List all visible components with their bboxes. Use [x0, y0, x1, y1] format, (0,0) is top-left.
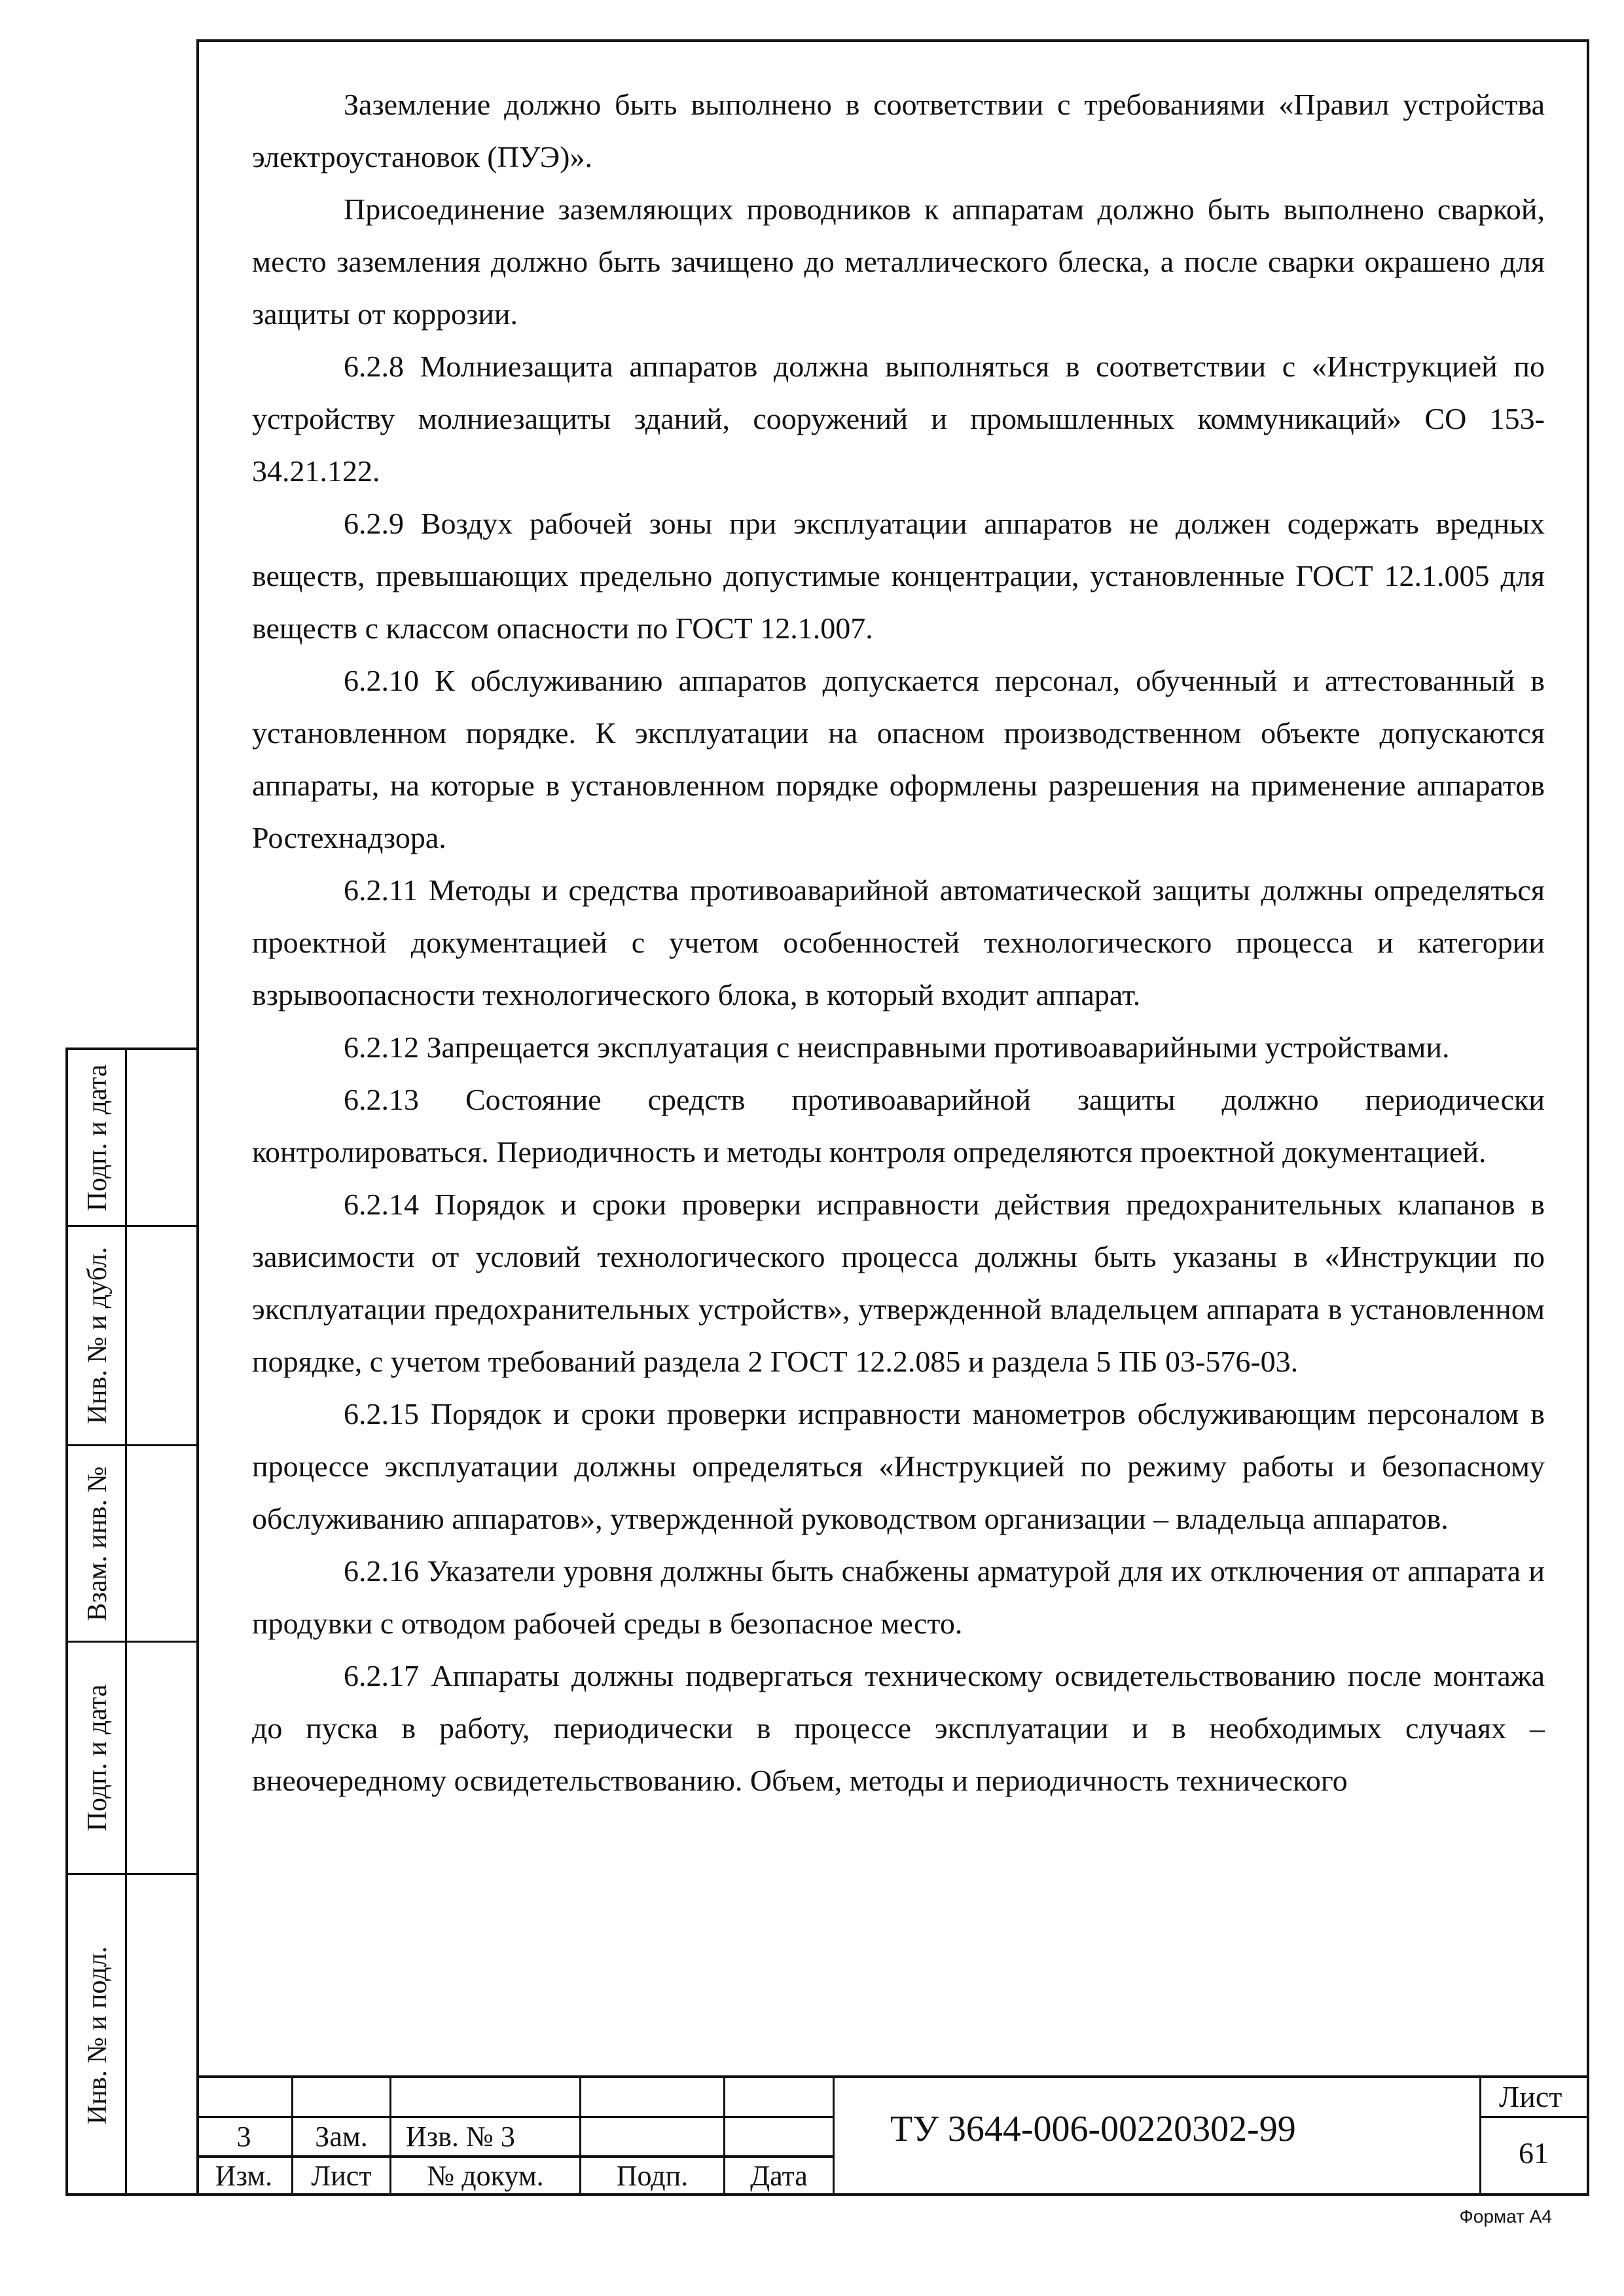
document-code: ТУ 3644-006-00220302-99 — [890, 2109, 1296, 2149]
paragraph-grounding-connection: Присоединение заземляющих проводников к аппаратам должно быть выполнено сваркой, место заземления должно быть зачищено до металлического блеска, а после сварки окрашено для защиты от коррозии. — [252, 192, 1545, 331]
change-number: 3 — [236, 2121, 251, 2153]
format-label: Формат А4 — [1459, 2206, 1552, 2227]
paragraph-6-2-17: 6.2.17 Аппараты должны подвергаться техническому освидетельствованию после монтажа до пуска в работу, периодически в процессе эксплуатации и в необходимых случаях – внеочередному освидетельствованию. Объем, методы и периодичность технического — [252, 1659, 1545, 1797]
document-body — [252, 79, 1545, 1807]
paragraph-6-2-13: 6.2.13 Состояние средств противоаварийной защиты должно периодически контролироваться. Периодичность и методы контроля определяются проектной документацией. — [252, 1083, 1545, 1169]
header-doc: № докум. — [427, 2160, 544, 2192]
stamp-cell-inv-dubl — [68, 1227, 196, 1446]
sheet-label: Лист — [1499, 2080, 1562, 2113]
stamp-cell-zam-inv — [68, 1446, 196, 1643]
paragraph-6-2-15: 6.2.15 Порядок и сроки проверки исправности манометров обслуживающим персоналом в процессе эксплуатации должны определяться «Инструкцией по режиму работы и безопасному обслуживанию аппаратов», утвержденной руководством организации – владельца аппаратов. — [252, 1397, 1545, 1535]
paragraph-6-2-8: 6.2.8 Молниезащита аппаратов должна выполняться в соответствии с «Инструкцией по устройству молниезащиты зданий, сооружений и промышленных коммуникаций» СО 153-34.21.122. — [252, 350, 1545, 488]
paragraph-6-2-10: 6.2.10 К обслуживанию аппаратов допускается персонал, обученный и аттестованный в установленном порядке. К эксплуатации на опасном производственном объекте допускаются аппараты, на которые в установленном порядке оформлены разрешения на применение аппаратов Ростехнадзора. — [252, 664, 1545, 854]
header-list: Лист — [311, 2160, 372, 2192]
sheet-number: 61 — [1519, 2136, 1549, 2170]
paragraph-6-2-11: 6.2.11 Методы и средства противоаварийной автоматической защиты должны определяться проектной документацией с учетом особенностей технологического процесса и категории взрывоопасности технологического блока, в который входит аппарат. — [252, 873, 1545, 1011]
change-notice: Изв. № 3 — [406, 2121, 515, 2153]
stamp-label: Инв. № и дубл. — [82, 1247, 113, 1425]
stamp-label: Взам. инв. № — [82, 1466, 113, 1621]
header-podp: Подп. — [616, 2160, 689, 2192]
header-izm: Изм. — [215, 2160, 273, 2192]
paragraph-6-2-12: 6.2.12 Запрещается эксплуатация с неисправными противоаварийными устройствами. — [344, 1030, 1450, 1064]
stamp-cell-sign-date-1 — [68, 1050, 196, 1227]
title-block — [196, 2075, 1589, 2196]
stamp-label: Подп. и дата — [82, 1684, 113, 1832]
paragraph-6-2-14: 6.2.14 Порядок и сроки проверки исправности действия предохранительных клапанов в зависимости от условий технологического процесса должны быть указаны в «Инструкции по эксплуатации предохранительных устройств», утвержденной владельцем аппарата в установленном порядке, с учетом требований раздела 2 ГОСТ 12.2.085 и раздела 5 ПБ 03-576-03. — [252, 1188, 1545, 1378]
side-stamp-column — [65, 1048, 196, 2196]
stamp-cell-inv-podl — [68, 1875, 196, 2196]
change-type: Зам. — [315, 2121, 368, 2153]
stamp-label: Подп. и дата — [82, 1064, 113, 1211]
paragraph-grounding: Заземление должно быть выполнено в соответствии с требованиями «Правил устройства электроустановок (ПУЭ)». — [252, 88, 1545, 173]
stamp-label: Инв. № и подл. — [82, 1946, 113, 2125]
paragraph-6-2-16: 6.2.16 Указатели уровня должны быть снабжены арматурой для их отключения от аппарата и продувки с отводом рабочей среды в безопасное место. — [252, 1554, 1545, 1640]
paragraph-6-2-9: 6.2.9 Воздух рабочей зоны при эксплуатации аппаратов не должен содержать вредных веществ, превышающих предельно допустимые концентрации, установленные ГОСТ 12.1.005 для веществ с классом опасности по ГОСТ 12.1.007. — [252, 507, 1545, 645]
header-data: Дата — [750, 2160, 808, 2192]
stamp-cell-sign-date-2 — [68, 1643, 196, 1875]
